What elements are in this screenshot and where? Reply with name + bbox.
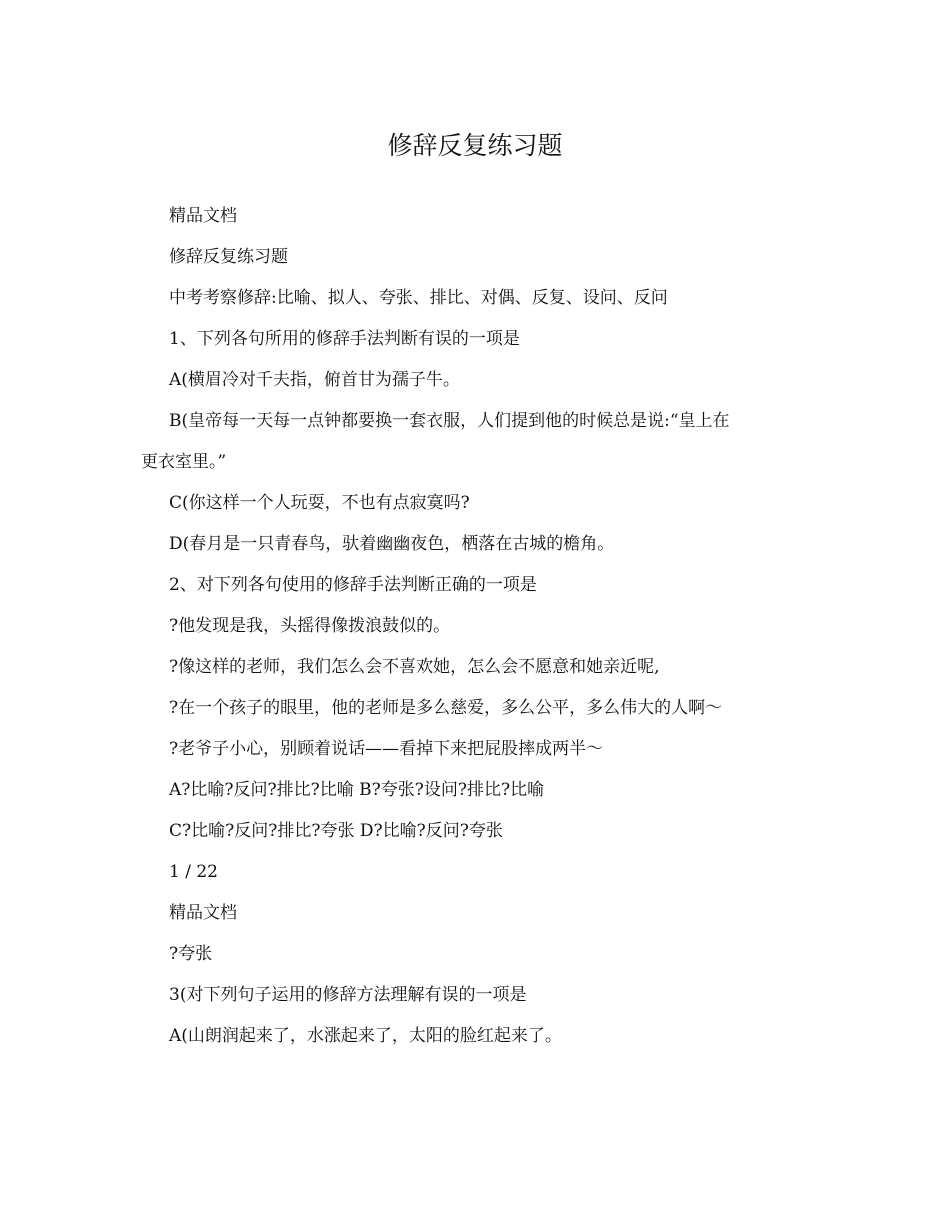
question-2-sentence-1: ?他发现是我，头摇得像拨浪鼓似的。 <box>169 616 451 636</box>
question-1-option-d: D(春月是一只青春鸟，驮着幽幽夜色，栖落在古城的檐角。 <box>169 534 615 554</box>
question-2-options-ab: A?比喻?反问?排比?比喻 B?夸张?设问?排比?比喻 <box>169 780 545 800</box>
question-1-option-c: C(你这样一个人玩耍，不也有点寂寞吗? <box>169 493 470 513</box>
question-3-option-a: A(山朗润起来了，水涨起来了，太阳的脸红起来了。 <box>169 1026 562 1046</box>
document-body <box>141 196 809 1057</box>
document-title: 修辞反复练习题 <box>387 131 563 160</box>
subtitle: 修辞反复练习题 <box>169 247 288 267</box>
question-2-sentence-4: ?老爷子小心，别顾着说话——看掉下来把屁股摔成两半～ <box>169 739 604 759</box>
question-2-sentence-3: ?在一个孩子的眼里，他的老师是多么慈爱，多么公平，多么伟大的人啊～ <box>169 698 723 718</box>
question-1-option-b-continued: 更衣室里。” <box>141 452 227 472</box>
intro-paragraph: 中考考察修辞:比喻、拟人、夸张、排比、对偶、反复、设问、反问 <box>169 288 668 308</box>
question-1: 1、下列各句所用的修辞手法判断有误的一项是 <box>169 329 520 349</box>
header-label: 精品文档 <box>169 206 237 226</box>
question-2: 2、对下列各句使用的修辞手法判断正确的一项是 <box>169 575 537 595</box>
question-2-options-cd: C?比喻?反问?排比?夸张 D?比喻?反问?夸张 <box>169 821 503 841</box>
question-1-option-a: A(横眉冷对千夫指，俯首甘为孺子牛。 <box>169 370 460 390</box>
question-2-option-d-continued: ?夸张 <box>169 944 213 964</box>
question-3: 3(对下列句子运用的修辞方法理解有误的一项是 <box>169 985 527 1005</box>
header-label-repeat: 精品文档 <box>169 903 237 923</box>
question-2-sentence-2: ?像这样的老师，我们怎么会不喜欢她，怎么会不愿意和她亲近呢, <box>169 657 660 677</box>
question-1-option-b: B(皇帝每一天每一点钟都要换一套衣服，人们提到他的时候总是说:“皇上在 <box>169 411 730 431</box>
page-number: 1 / 22 <box>169 862 218 882</box>
